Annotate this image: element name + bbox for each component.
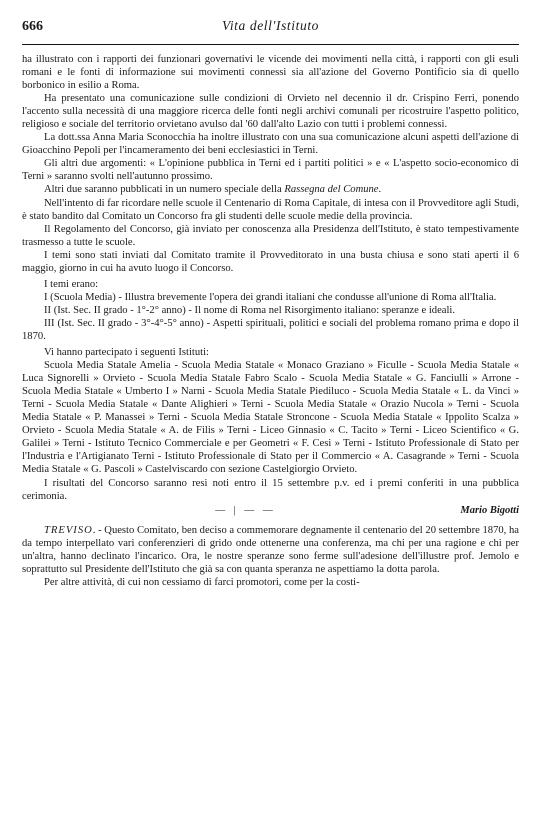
special-issue-before: Altri due saranno pubblicati in un numero speciale della xyxy=(44,184,285,196)
theme-two: II (Ist. Sec. II grado - 1°-2° anno) - Il nome di Roma nel Risorgimento italiano: speranze e ideali. xyxy=(44,304,456,316)
signature-row xyxy=(22,504,519,518)
themes-heading: I temi erano: xyxy=(44,278,99,290)
paragraph-results: I risultati del Concorso saranno resi noti entro il 15 settembre p.v. ed i premi conferiti in una pubblica cerimonia. xyxy=(22,477,519,502)
paragraph-themes-sent: I temi sono stati inviati dal Comitato tramite il Provveditorato in una busta chiusa e sono stati aperti il 6 maggio, giorno in cui ha avuto luogo il Concorso. xyxy=(22,249,519,274)
paragraph-movements: ha illustrato con i rapporti dei funzionari governativi le vicende dei movimenti nella città, i rapporti con gli esuli romani e le fonti di informazione sui movimenti connessi sia all'azione del Governo Pontificio sia di quello borbonico in esilio a Roma. xyxy=(22,54,519,92)
participants-heading: Vi hanno partecipato i seguenti Istituti: xyxy=(44,347,209,359)
journal-title: Rassegna del Comune xyxy=(284,184,379,196)
theme-three: III (Ist. Sec. II grado - 3°-4°-5° anno) - Aspetti spirituali, politici e sociali del problema romano prima e dopo il 1870. xyxy=(22,317,519,342)
participants-list: Scuola Media Statale Amelia - Scuola Media Statale « Monaco Graziano » Ficulle - Scuola Media Statale « Luca Signorelli » Orvieto - Scuola Media Statale Fabro Scalo - Scuola Media Statale « G. Fanciulli » Arrone - Scuola Media Statale « Umberto I » Narni - Scuola Media Statale Piediluco - Scuola Media Statale « L. da Vinci » Terni - Scuola Media Statale « Dante Alighieri » Terni - Scuola Media Statale « Orazio Nucola » Terni - Scuola Media Statale « P. Manassei » Terni - Scuola Media Statale Stroncone - Scuola Media Statale « Ippolito Scalza » Orvieto - Scuola Media Statale « A. de Filis » Terni - Liceo Ginnasio « C. Tacito » Terni - Liceo Scientifico « G. Galilei » Terni - Istituto Tecnico Commerciale e per Geometri « F. Cesi » Terni - Istituto Professionale di Stato per l'Industria e l'Artigianato Terni - Istituto Professionale di Stato per il Commercio « A. Casagrande » Terni - Scuola Media Statale « G. Pascoli » Castelviscardo con sezione Castelgiorgio Orvieto. xyxy=(22,360,519,476)
special-issue-after: . xyxy=(378,184,382,196)
paragraph-sconocchia: La dott.ssa Anna Maria Sconocchia ha inoltre illustrato con una sua comunicazione alcuni aspetti dell'azione di Gioacchino Pepoli per l'incameramento dei beni ecclesiastici in Terni. xyxy=(22,132,519,157)
running-title: Vita dell'Istituto xyxy=(221,18,320,33)
paragraph-regulation: Il Regolamento del Concorso, già inviato per conoscenza alla Presidenza dell'Istituto, è stato tempestivamente trasmesso a tutte le scuole. xyxy=(22,223,519,248)
paragraph-last: Per altre attività, di cui non cessiamo di farci promotori, come per la costi- xyxy=(44,576,360,588)
document-page xyxy=(22,18,519,589)
place-name: TREVISO xyxy=(44,524,93,536)
paragraph-treviso xyxy=(22,524,519,576)
paragraph-orvieto: Ha presentato una comunicazione sulle condizioni di Orvieto nel decennio il dr. Crispino Ferri, ponendo l'accento sulla necessità di una maggiore ricerca delle fonti negli archivi comunali per ricostruire l'aspetto politico, religioso e sociale del territorio orvietano avulso dal '60 dall'alto Lazio con tutti i problemi connessi. xyxy=(22,93,519,131)
treviso-text: . - Questo Comitato, ben deciso a commemorare degnamente il centenario del 20 settembre 1870, ha da tempo interpellato vari conferenzieri di grido onde ottenerne una conferenza, ma chi per una ragione e chi per un'altra, hanno declinato l'incarico. Ora, le nostre speranze sono ferme sull'adesione dell'illustre prof. Jemolo e soprattutto sul Presidente dell'Istituto che già sa con quanta speranza ne aspettiamo la dotta parola. xyxy=(22,524,519,575)
paragraph-other-topics: Gli altri due argomenti: « L'opinione pubblica in Terni ed i partiti politici » e « L'aspetto socio-economico di Terni » saranno svolti nell'autunno prossimo. xyxy=(22,158,519,183)
separator-mark: — | — — xyxy=(215,505,276,517)
author-signature: Mario Bigotti xyxy=(460,505,519,517)
paragraph-special-issue xyxy=(22,183,519,196)
paragraph-contest-intro: Nell'intento di far ricordare nelle scuole il Centenario di Roma Capitale, di intesa con il Provveditore agli Studi, è stato bandito dal Comitato un Concorso fra gli studenti delle scuole medie della provincia. xyxy=(22,197,519,222)
running-head xyxy=(22,18,519,45)
page-number: 666 xyxy=(22,19,43,34)
theme-one: I (Scuola Media) - Illustra brevemente l'opera dei grandi italiani che condusse all'unione di Roma all'Italia. xyxy=(44,291,497,303)
